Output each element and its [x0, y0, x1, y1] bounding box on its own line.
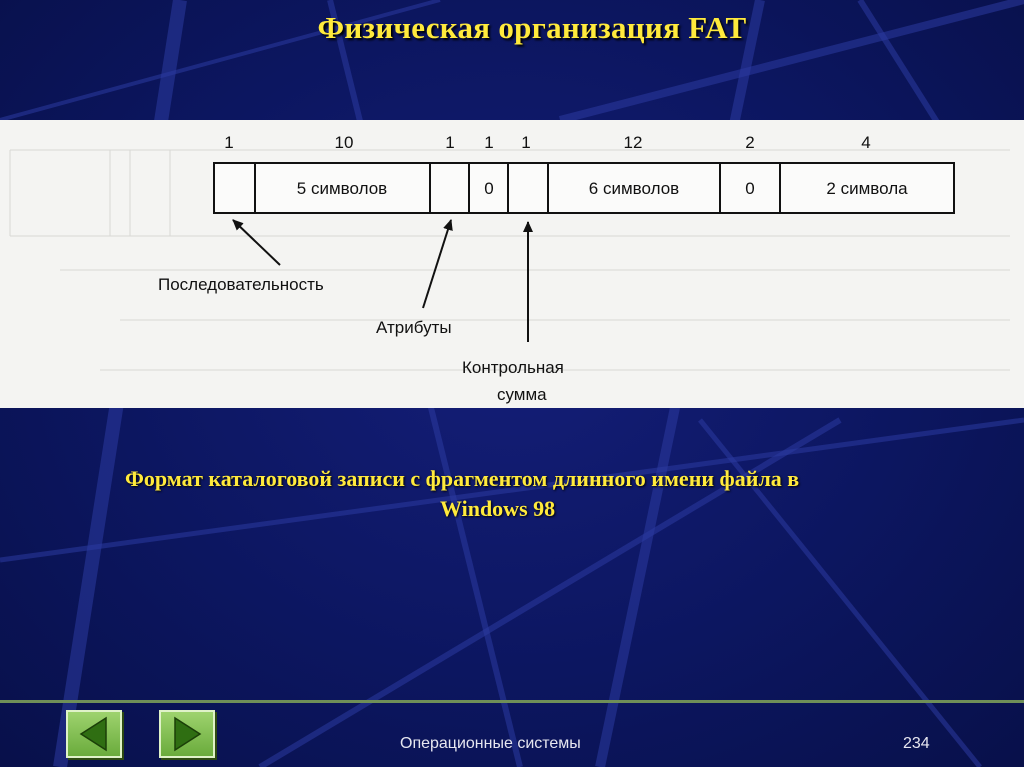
callout-labels	[158, 275, 564, 404]
previous-slide-button[interactable]	[66, 710, 122, 758]
checksum-label-line1: Контрольная	[462, 358, 564, 377]
next-slide-button[interactable]	[159, 710, 215, 758]
figure-caption	[120, 464, 1010, 524]
field-size-label: 1	[484, 133, 494, 152]
attributes-label: Атрибуты	[376, 318, 452, 337]
triangle-left-icon	[68, 712, 120, 756]
field-size-label: 1	[521, 133, 531, 152]
cell-name-part-1: 5 символов	[296, 179, 388, 198]
cell-type-zero: 0	[484, 179, 494, 198]
cell-cluster-zero: 0	[745, 179, 755, 198]
triangle-right-icon	[161, 712, 213, 756]
cell-name-part-2: 6 символов	[588, 179, 680, 198]
field-size-label: 2	[745, 133, 755, 152]
field-size-labels	[224, 133, 870, 152]
sequence-label: Последовательность	[158, 275, 324, 294]
field-size-label: 4	[861, 133, 871, 152]
field-size-label: 12	[623, 133, 643, 152]
cell-name-part-3: 2 символа	[826, 179, 908, 198]
fat-directory-entry-figure	[0, 120, 1024, 408]
caption-line-2: Windows 98	[440, 496, 556, 521]
checksum-label-line2: сумма	[497, 385, 547, 404]
field-size-label: 10	[334, 133, 354, 152]
sequence-arrow	[233, 220, 280, 265]
attributes-arrow	[423, 220, 451, 308]
field-size-label: 1	[445, 133, 455, 152]
slide-title: Физическая организация FAT	[317, 10, 747, 45]
page-number: 234	[903, 735, 930, 752]
caption-line-1: Формат каталоговой записи с фрагментом длинного имени файла в	[125, 466, 800, 491]
field-size-label: 1	[224, 133, 234, 152]
slide-footer	[0, 703, 1024, 767]
footer-course-title: Операционные системы	[400, 735, 581, 752]
